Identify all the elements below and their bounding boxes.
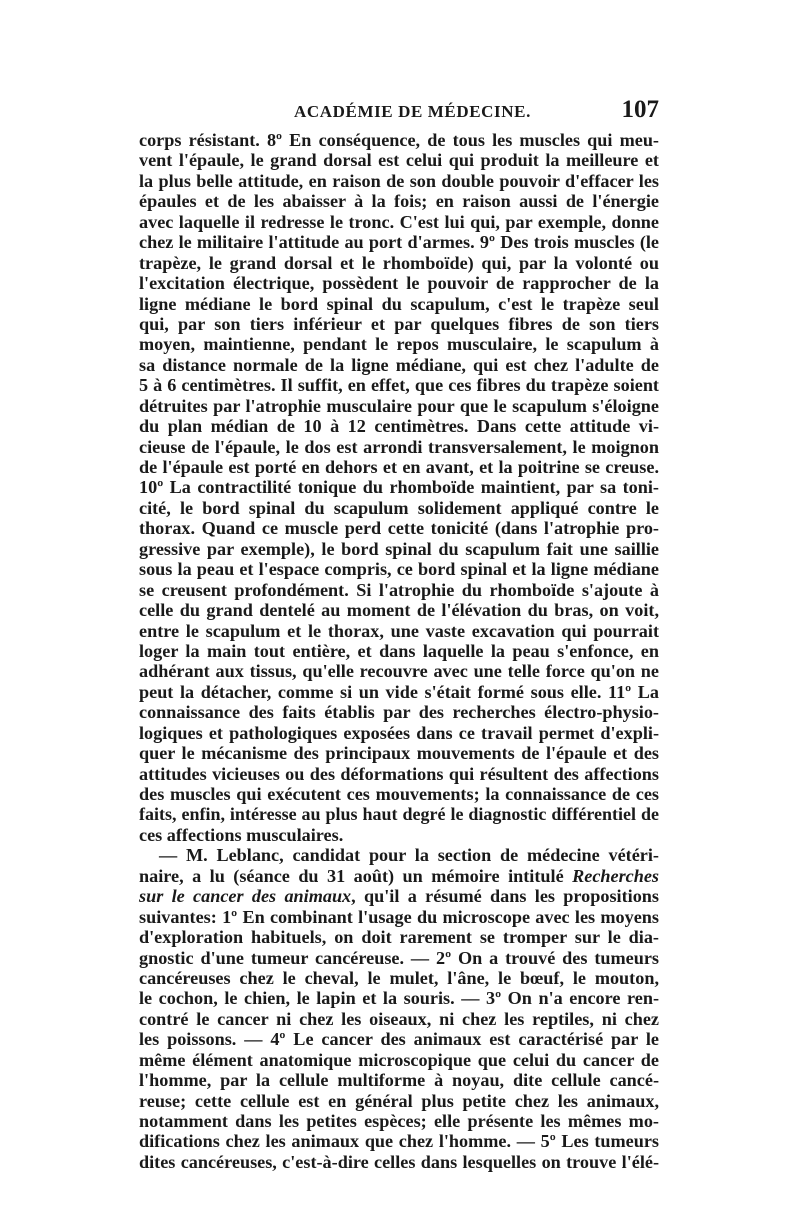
text-line <box>139 212 659 232</box>
text-line <box>139 1009 659 1029</box>
text-line <box>139 804 659 824</box>
text-line <box>139 907 659 927</box>
text-line <box>139 518 659 538</box>
text-line <box>139 702 659 722</box>
text-segment: contré le cancer ni chez les oiseaux, ni chez les reptiles, ni chez <box>139 1008 659 1029</box>
text-line <box>139 253 659 273</box>
text-line <box>139 375 659 395</box>
text-line <box>139 498 659 518</box>
text-line <box>139 416 659 436</box>
text-line <box>139 1029 659 1049</box>
text-segment: même élément anatomique microscopique que celui du cancer de <box>139 1049 659 1070</box>
text-segment: se creusent profondément. Si l'atrophie du rhomboïde s'ajoute à <box>139 579 659 600</box>
text-segment: gressive par exemple), le bord spinal du scapulum fait une saillie <box>139 538 659 559</box>
text-segment: qui, par son tiers inférieur et par quelques fibres de son tiers <box>139 313 659 334</box>
text-segment: trapèze, le grand dorsal et le rhomboïde) qui, par la volonté ou <box>139 252 659 273</box>
text-line <box>139 294 659 314</box>
text-line <box>139 1070 659 1090</box>
text-segment: notamment dans les petites espèces; elle présente les mêmes mo- <box>139 1111 659 1131</box>
text-line <box>139 1131 659 1151</box>
text-segment: quer le mécanisme des principaux mouvements de l'épaule et des <box>139 743 659 764</box>
text-line <box>139 641 659 661</box>
text-segment: l'homme, par la cellule multiforme à noyau, dite cellule cancé- <box>139 1070 659 1091</box>
text-line <box>139 273 659 293</box>
text-line <box>139 948 659 968</box>
text-segment: entre le scapulum et le thorax, une vaste excavation qui pourrait <box>139 620 659 641</box>
text-segment: loger la main tout entière, et dans laquelle la peau s'enfonce, en <box>139 640 659 661</box>
text-segment: , qu'il a résumé dans les propositions <box>351 886 659 907</box>
italic-title-segment: Recherches <box>572 865 659 886</box>
text-line <box>139 437 659 457</box>
text-line <box>139 723 659 743</box>
text-segment: faits, enfin, intéresse au plus haut degré le diagnostic différentiel de <box>139 804 659 825</box>
page-header <box>139 98 659 128</box>
text-line <box>139 539 659 559</box>
text-segment: sa distance normale de la ligne médiane, qui est chez l'adulte de <box>139 354 659 375</box>
text-segment: de l'épaule est porté en dehors et en avant, et la poitrine se creuse. <box>139 457 659 477</box>
text-segment: l'excitation électrique, possèdent le pouvoir de rapprocher de la <box>139 273 659 294</box>
text-segment: chez le militaire l'attitude au port d'armes. 9º Des trois muscles (le <box>139 232 659 253</box>
text-line <box>139 396 659 416</box>
text-segment: difications chez les animaux que chez l'homme. — 5º Les tumeurs <box>139 1131 659 1152</box>
text-line <box>139 784 659 804</box>
text-line <box>139 355 659 375</box>
text-line <box>139 1050 659 1070</box>
text-segment: gnostic d'une tumeur cancéreuse. — 2º On a trouvé des tumeurs <box>139 947 659 968</box>
text-line <box>139 825 659 845</box>
text-line <box>139 886 659 906</box>
text-segment: dites cancéreuses, c'est-à-dire celles dans lesquelles on trouve l'élé- <box>139 1151 659 1172</box>
text-line <box>139 457 659 477</box>
text-segment: détruites par l'atrophie musculaire pour que le scapulum s'éloigne <box>139 395 659 416</box>
text-segment: les poissons. — 4º Le cancer des animaux est caractérisé par le <box>139 1029 659 1050</box>
text-segment: du plan médian de 10 à 12 centimètres. Dans cette attitude vi- <box>139 416 659 437</box>
text-line <box>139 559 659 579</box>
text-segment: connaissance des faits établis par des recherches électro-physio- <box>139 702 659 723</box>
text-segment: moyen, maintienne, pendant le repos musculaire, le scapulum à <box>139 334 659 355</box>
text-line <box>139 764 659 784</box>
text-segment: d'exploration habituels, on doit rarement se tromper sur le dia- <box>139 927 659 948</box>
text-segment: — M. Leblanc, candidat pour la section de médecine vétéri- <box>159 845 659 866</box>
text-line <box>139 150 659 170</box>
text-segment: le cochon, le chien, le lapin et la souris. — 3º On n'a encore ren- <box>139 988 659 1009</box>
text-segment: avec laquelle il redresse le tronc. C'est lui qui, par exemple, donne <box>139 211 659 232</box>
text-line <box>139 334 659 354</box>
text-segment: logiques et pathologiques exposées dans ce travail permet d'expli- <box>139 722 659 743</box>
italic-title-segment: sur le cancer des animaux <box>139 886 352 907</box>
text-segment: attitudes vicieuses ou des déformations qui résultent des affections <box>139 763 659 784</box>
text-line <box>139 314 659 334</box>
text-segment: cieuse de l'épaule, le dos est arrondi transversalement, le moignon <box>139 436 659 457</box>
text-line <box>139 171 659 191</box>
text-segment: thorax. Quand ce muscle perd cette tonicité (dans l'atrophie pro- <box>139 518 659 539</box>
body-text <box>139 130 659 1172</box>
running-head: ACADÉMIE DE MÉDECINE. <box>294 102 531 121</box>
text-segment: la plus belle attitude, en raison de son double pouvoir d'effacer les <box>139 170 659 191</box>
text-segment: peut la détacher, comme si un vide s'était formé sous elle. 11º La <box>139 681 659 702</box>
text-line <box>139 743 659 763</box>
text-line <box>139 191 659 211</box>
text-segment: sous la peau et l'espace compris, ce bord spinal et la ligne médiane <box>139 559 659 580</box>
text-segment: vent l'épaule, le grand dorsal est celui qui produit la meilleure et <box>139 150 659 171</box>
text-line <box>139 866 659 886</box>
text-line <box>139 968 659 988</box>
text-line <box>139 621 659 641</box>
text-line <box>139 1091 659 1111</box>
text-segment: adhérant aux tissus, qu'elle recouvre avec une telle force qu'on ne <box>139 661 659 682</box>
text-line <box>139 1111 659 1131</box>
text-segment: 5 à 6 centimètres. Il suffit, en effet, que ces fibres du trapèze soient <box>139 375 659 396</box>
text-segment: ces affections musculaires. <box>139 824 344 845</box>
text-segment: suivantes: 1º En combinant l'usage du microscope avec les moyens <box>139 906 659 927</box>
text-segment: 10º La contractilité tonique du rhomboïde maintient, par sa toni- <box>139 477 659 498</box>
text-line <box>139 845 659 865</box>
text-segment: épaules et de les abaisser à la fois; en raison aussi de l'énergie <box>139 191 659 212</box>
text-segment: celle du grand dentelé au moment de l'élévation du bras, on voit, <box>139 600 659 621</box>
text-line <box>139 232 659 252</box>
page-number: 107 <box>621 96 659 123</box>
text-segment: ligne médiane le bord spinal du scapulum, c'est le trapèze seul <box>139 293 659 314</box>
text-segment: corps résistant. 8º En conséquence, de tous les muscles qui meu- <box>139 130 659 150</box>
text-line <box>139 927 659 947</box>
text-line <box>139 477 659 497</box>
text-line <box>139 580 659 600</box>
text-segment: naire, a lu (séance du 31 août) un mémoire intitulé <box>139 865 573 886</box>
text-line <box>139 130 659 150</box>
text-segment: reuse; cette cellule est en général plus petite chez les animaux, <box>139 1090 659 1111</box>
text-segment: cancéreuses chez le cheval, le mulet, l'âne, le bœuf, le mouton, <box>139 967 659 988</box>
text-line <box>139 661 659 681</box>
text-segment: cité, le bord spinal du scapulum solidement appliqué contre le <box>139 497 659 518</box>
text-line <box>139 1152 659 1172</box>
text-line <box>139 988 659 1008</box>
text-line <box>139 600 659 620</box>
text-segment: des muscles qui exécutent ces mouvements; la connaissance de ces <box>139 784 659 804</box>
text-line <box>139 682 659 702</box>
